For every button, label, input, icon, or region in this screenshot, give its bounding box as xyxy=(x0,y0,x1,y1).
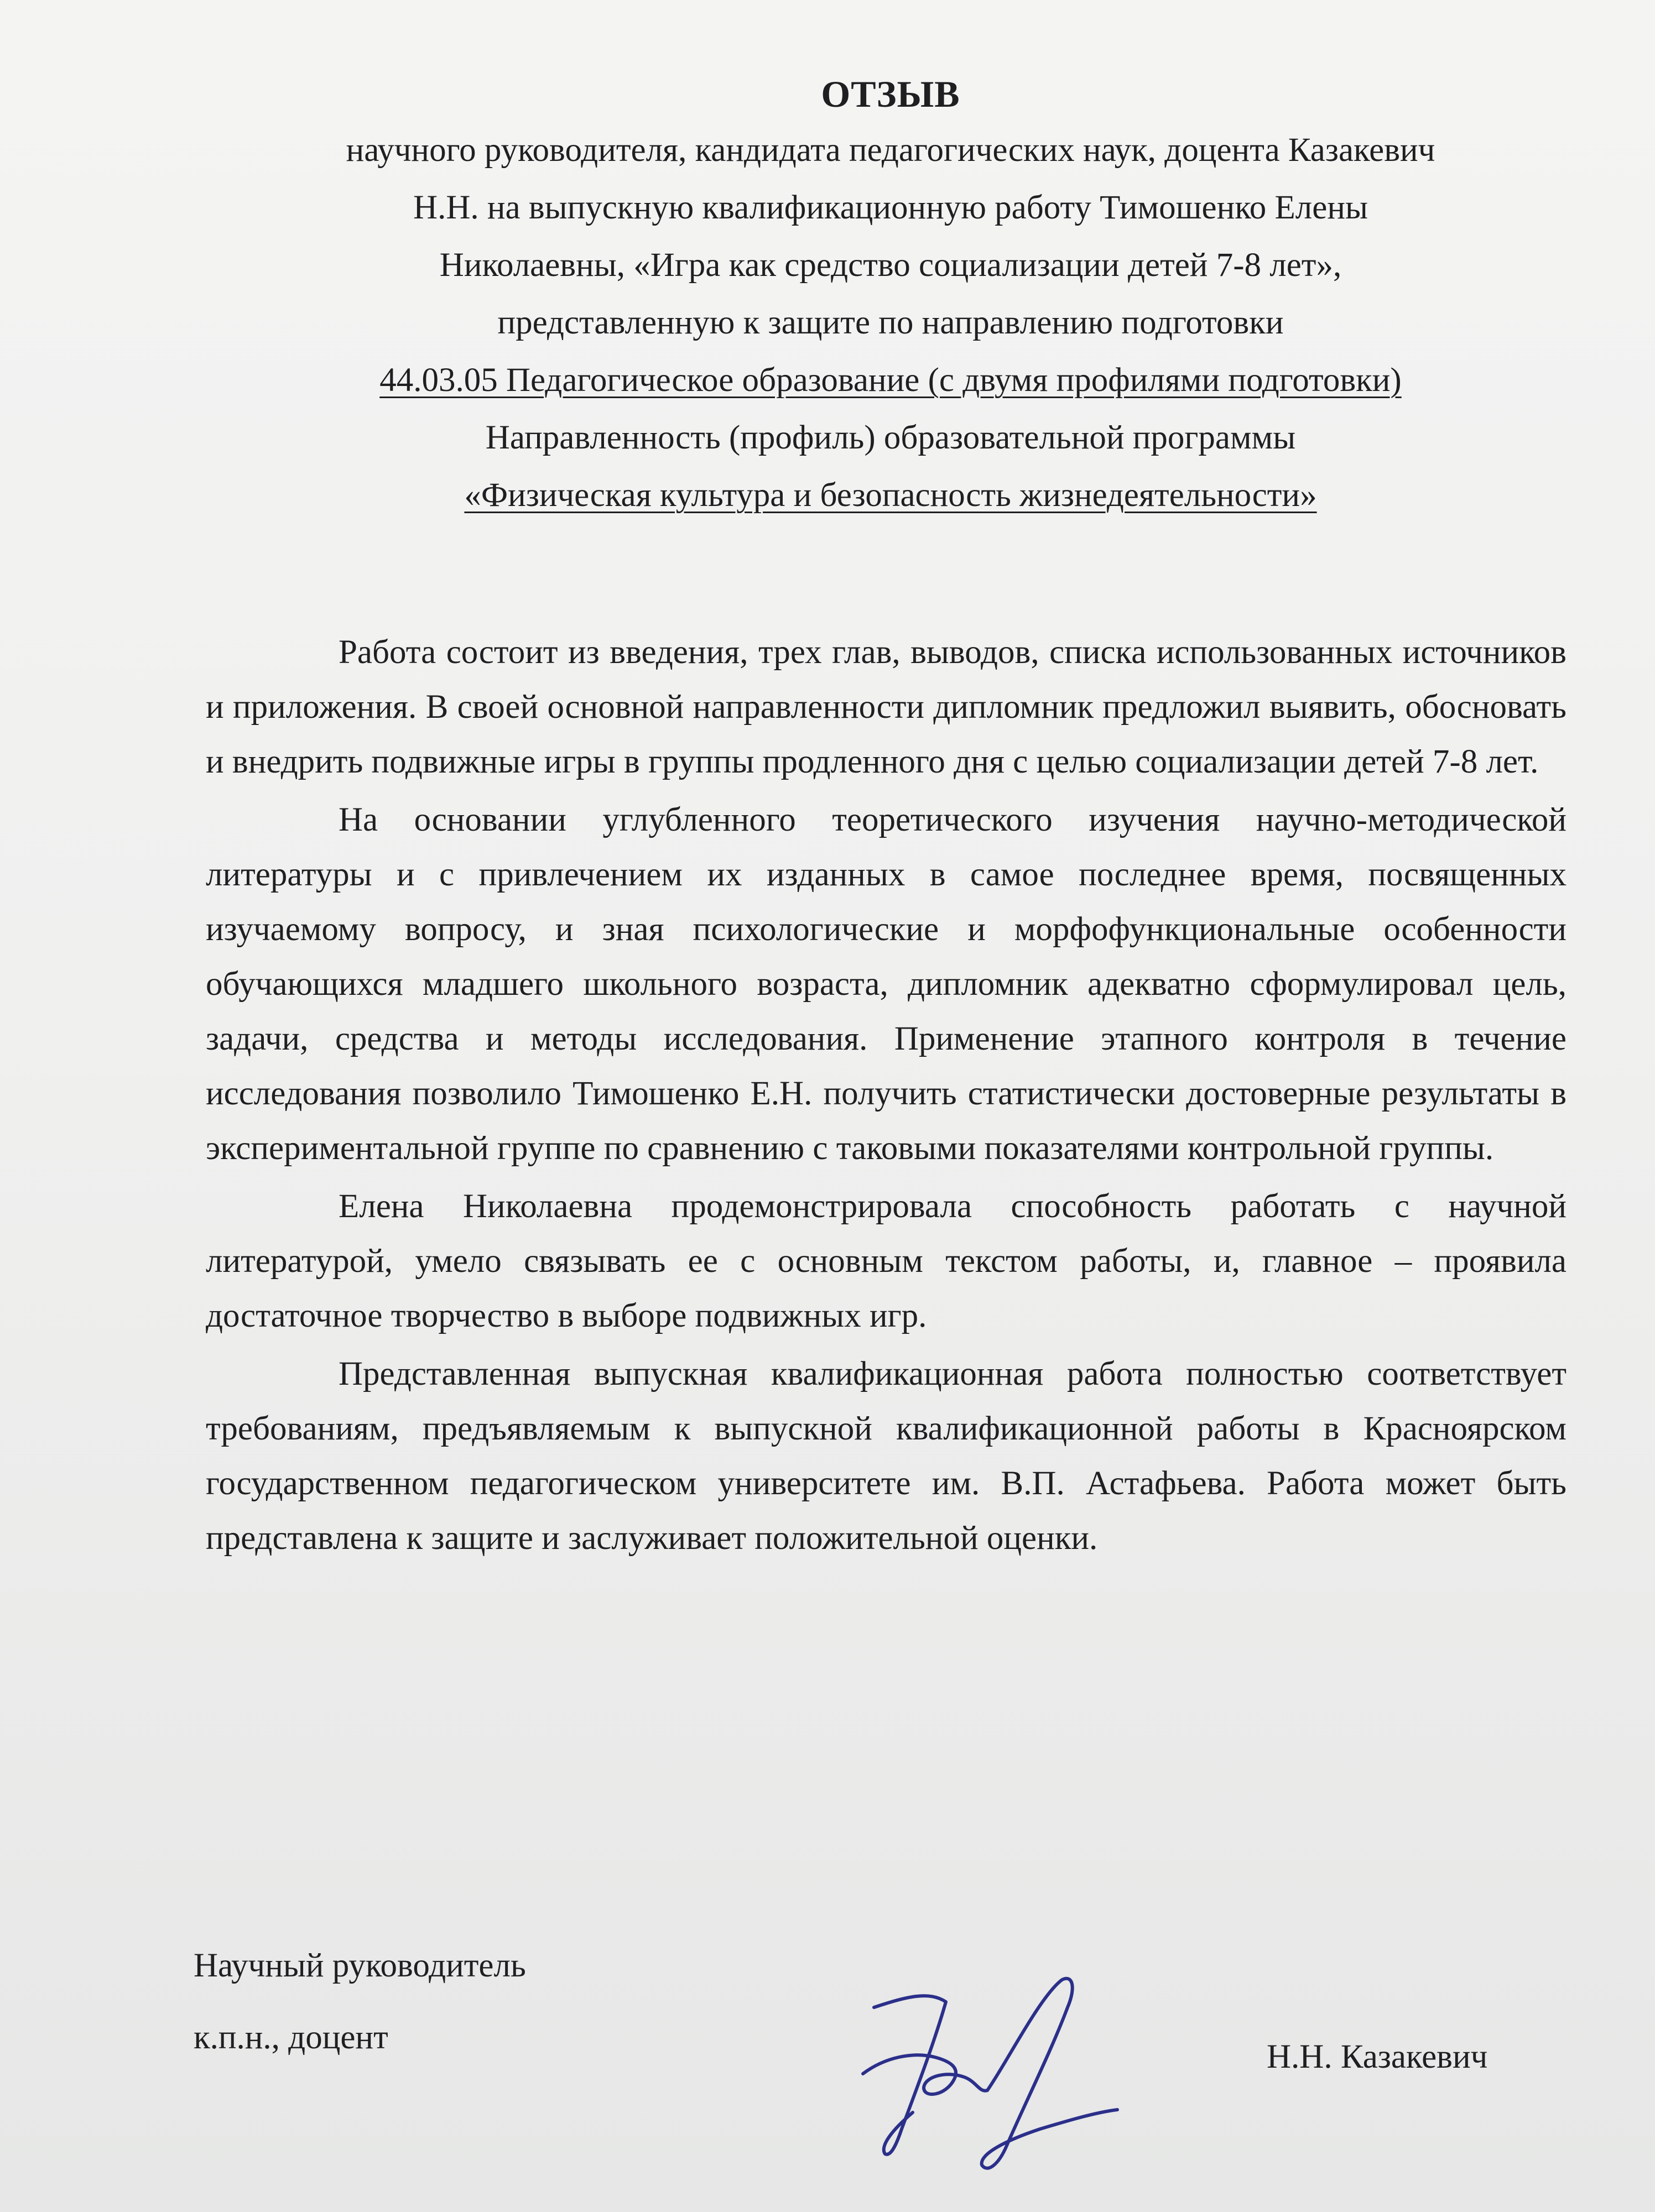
signature-role: Научный руководитель xyxy=(194,1947,526,1984)
paragraph-structure: Работа состоит из введения, трех глав, выводов, списка использованных источников и приложения. В своей основной направленности дипломник предложил выявить, обосновать и внедрить подвижные игры в группы продленного дня с целью социализации детей 7-8 лет. xyxy=(206,634,1566,780)
document-title: ОТЗЫВ xyxy=(821,73,960,115)
document-header xyxy=(199,66,1582,524)
signature-name: Н.Н. Казакевич xyxy=(1267,2038,1488,2075)
paragraph-skills: Елена Николаевна продемонстрировала способность работать с научной литературой, умело связывать ее с основным текстом работы, и, главное – проявила достаточное творчество в выборе подвижных игр. xyxy=(206,1188,1566,1334)
header-line-2: Н.Н. на выпускную квалификационную работу Тимошенко Елены xyxy=(413,189,1368,226)
header-line-4: представленную к защите по направлению подготовки xyxy=(497,304,1284,341)
program-profile-line: «Физическая культура и безопасность жизнедеятельности» xyxy=(464,477,1317,514)
header-line-3: Николаевны, «Игра как средство социализации детей 7-8 лет», xyxy=(439,247,1342,284)
paragraph-methods: На основании углубленного теоретического изучения научно-методической литературы и с привлечением их изданных в самое последнее время, посвященных изучаемому вопросу, и зная психологические и морфофункциональные особенности обучающихся младшего школьного возраста, дипломник адекватно сформулировал цель, задачи, средства и методы исследования. Применение этапного контроля в течение исследования позволило Тимошенко Е.Н. получить статистически достоверные результаты в экспериментальной группе по сравнению с таковыми показателями контрольной группы. xyxy=(206,801,1566,1167)
signature-degree: к.п.н., доцент xyxy=(194,2019,388,2056)
header-line-1: научного руководителя, кандидата педагогических наук, доцента Казакевич xyxy=(346,132,1435,169)
document-body xyxy=(206,625,1566,1569)
header-line-6: Направленность (профиль) образовательной программы xyxy=(485,419,1296,456)
handwritten-signature xyxy=(841,1963,1128,2184)
program-code-line: 44.03.05 Педагогическое образование (с двумя профилями подготовки) xyxy=(379,362,1402,399)
paragraph-conclusion: Представленная выпускная квалификационная работа полностью соответствует требованиям, предъявляемым к выпускной квалификационной работы в Красноярском государственном педагогическом университете им. В.П. Астафьева. Работа может быть представлена к защите и заслуживает положительной оценки. xyxy=(206,1355,1566,1557)
